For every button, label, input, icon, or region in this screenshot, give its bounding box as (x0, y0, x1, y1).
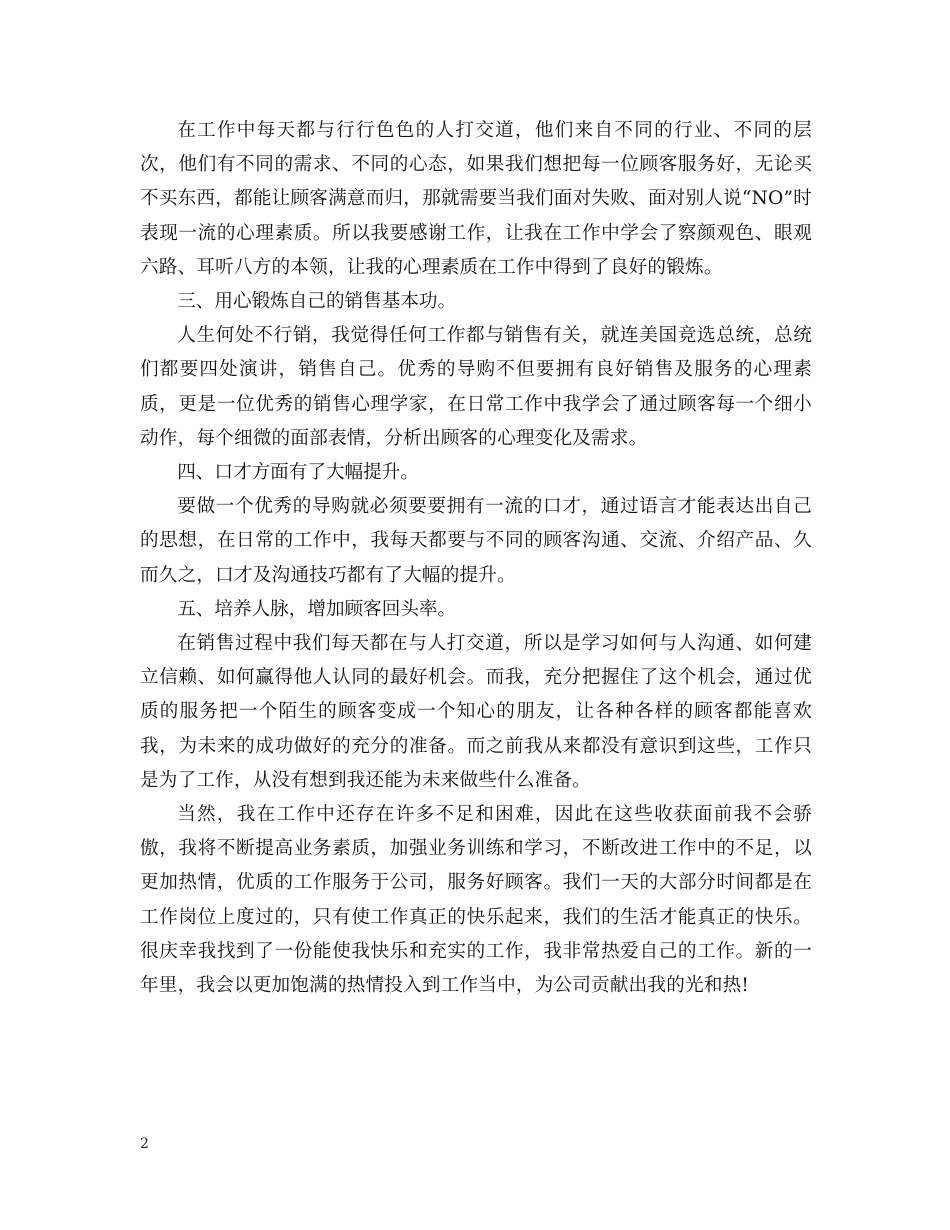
paragraph-eloquence: 要做一个优秀的导购就必须要要拥有一流的口才，通过语言才能表达出自己的思想，在日常的工作中，我每天都要与不同的顾客沟通、交流、介绍产品、久而久之，口才及沟通技巧都有了大幅的提升。 (140, 496, 812, 586)
document-body (140, 114, 812, 1003)
paragraph-sales-skills: 人生何处不行销，我觉得任何工作都与销售有关，就连美国竞选总统，总统们都要四处演讲，销售自己。优秀的导购不但要拥有良好销售及服务的心理素质，更是一位优秀的销售心理学家，在日常工作中我学会了通过顾客每一个细小动作，每个细微的面部表情，分析出顾客的心理变化及需求。 (140, 325, 812, 449)
section-heading-sales-skills: 三、用心锻炼自己的销售基本功。 (177, 291, 457, 313)
page-number: 2 (140, 1136, 149, 1152)
paragraph-customer-psychology: 在工作中每天都与行行色色的人打交道，他们来自不同的行业、不同的层次，他们有不同的需求、不同的心态，如果我们想把每一位顾客服务好，无论买不买东西，都能让顾客满意而归，那就需要当我们面对失败、面对别人说“NO”时表现一流的心理素质。所以我要感谢工作，让我在工作中学会了察颜观色、眼观六路、耳听八方的本领，让我的心理素质在工作中得到了良好的锻炼。 (140, 120, 812, 278)
section-heading-eloquence: 四、口才方面有了大幅提升。 (177, 462, 419, 484)
paragraph-network: 在销售过程中我们每天都在与人打交道，所以是学习如何与人沟通、如何建立信赖、如何赢得他人认同的最好机会。而我，充分把握住了这个机会，通过优质的服务把一个陌生的顾客变成一个知心的朋友，让各种各样的顾客都能喜欢我，为未来的成功做好的充分的准备。而之前我从来都没有意识到这些，工作只是为了工作，从没有想到我还能为未来做些什么准备。 (140, 633, 812, 791)
paragraph-conclusion: 当然，我在工作中还存在许多不足和困难，因此在这些收获面前我不会骄傲，我将不断提高业务素质，加强业务训练和学习，不断改进工作中的不足，以更加热情，优质的工作服务于公司，服务好顾客。我们一天的大部分时间都是在工作岗位上度过的，只有使工作真正的快乐起来，我们的生活才能真正的快乐。很庆幸我找到了一份能使我快乐和充实的工作，我非常热爱自己的工作。新的一年里，我会以更加饱满的热情投入到工作当中，为公司贡献出我的光和热! (140, 804, 812, 997)
section-heading-network: 五、培养人脉，增加顾客回头率。 (177, 598, 457, 620)
